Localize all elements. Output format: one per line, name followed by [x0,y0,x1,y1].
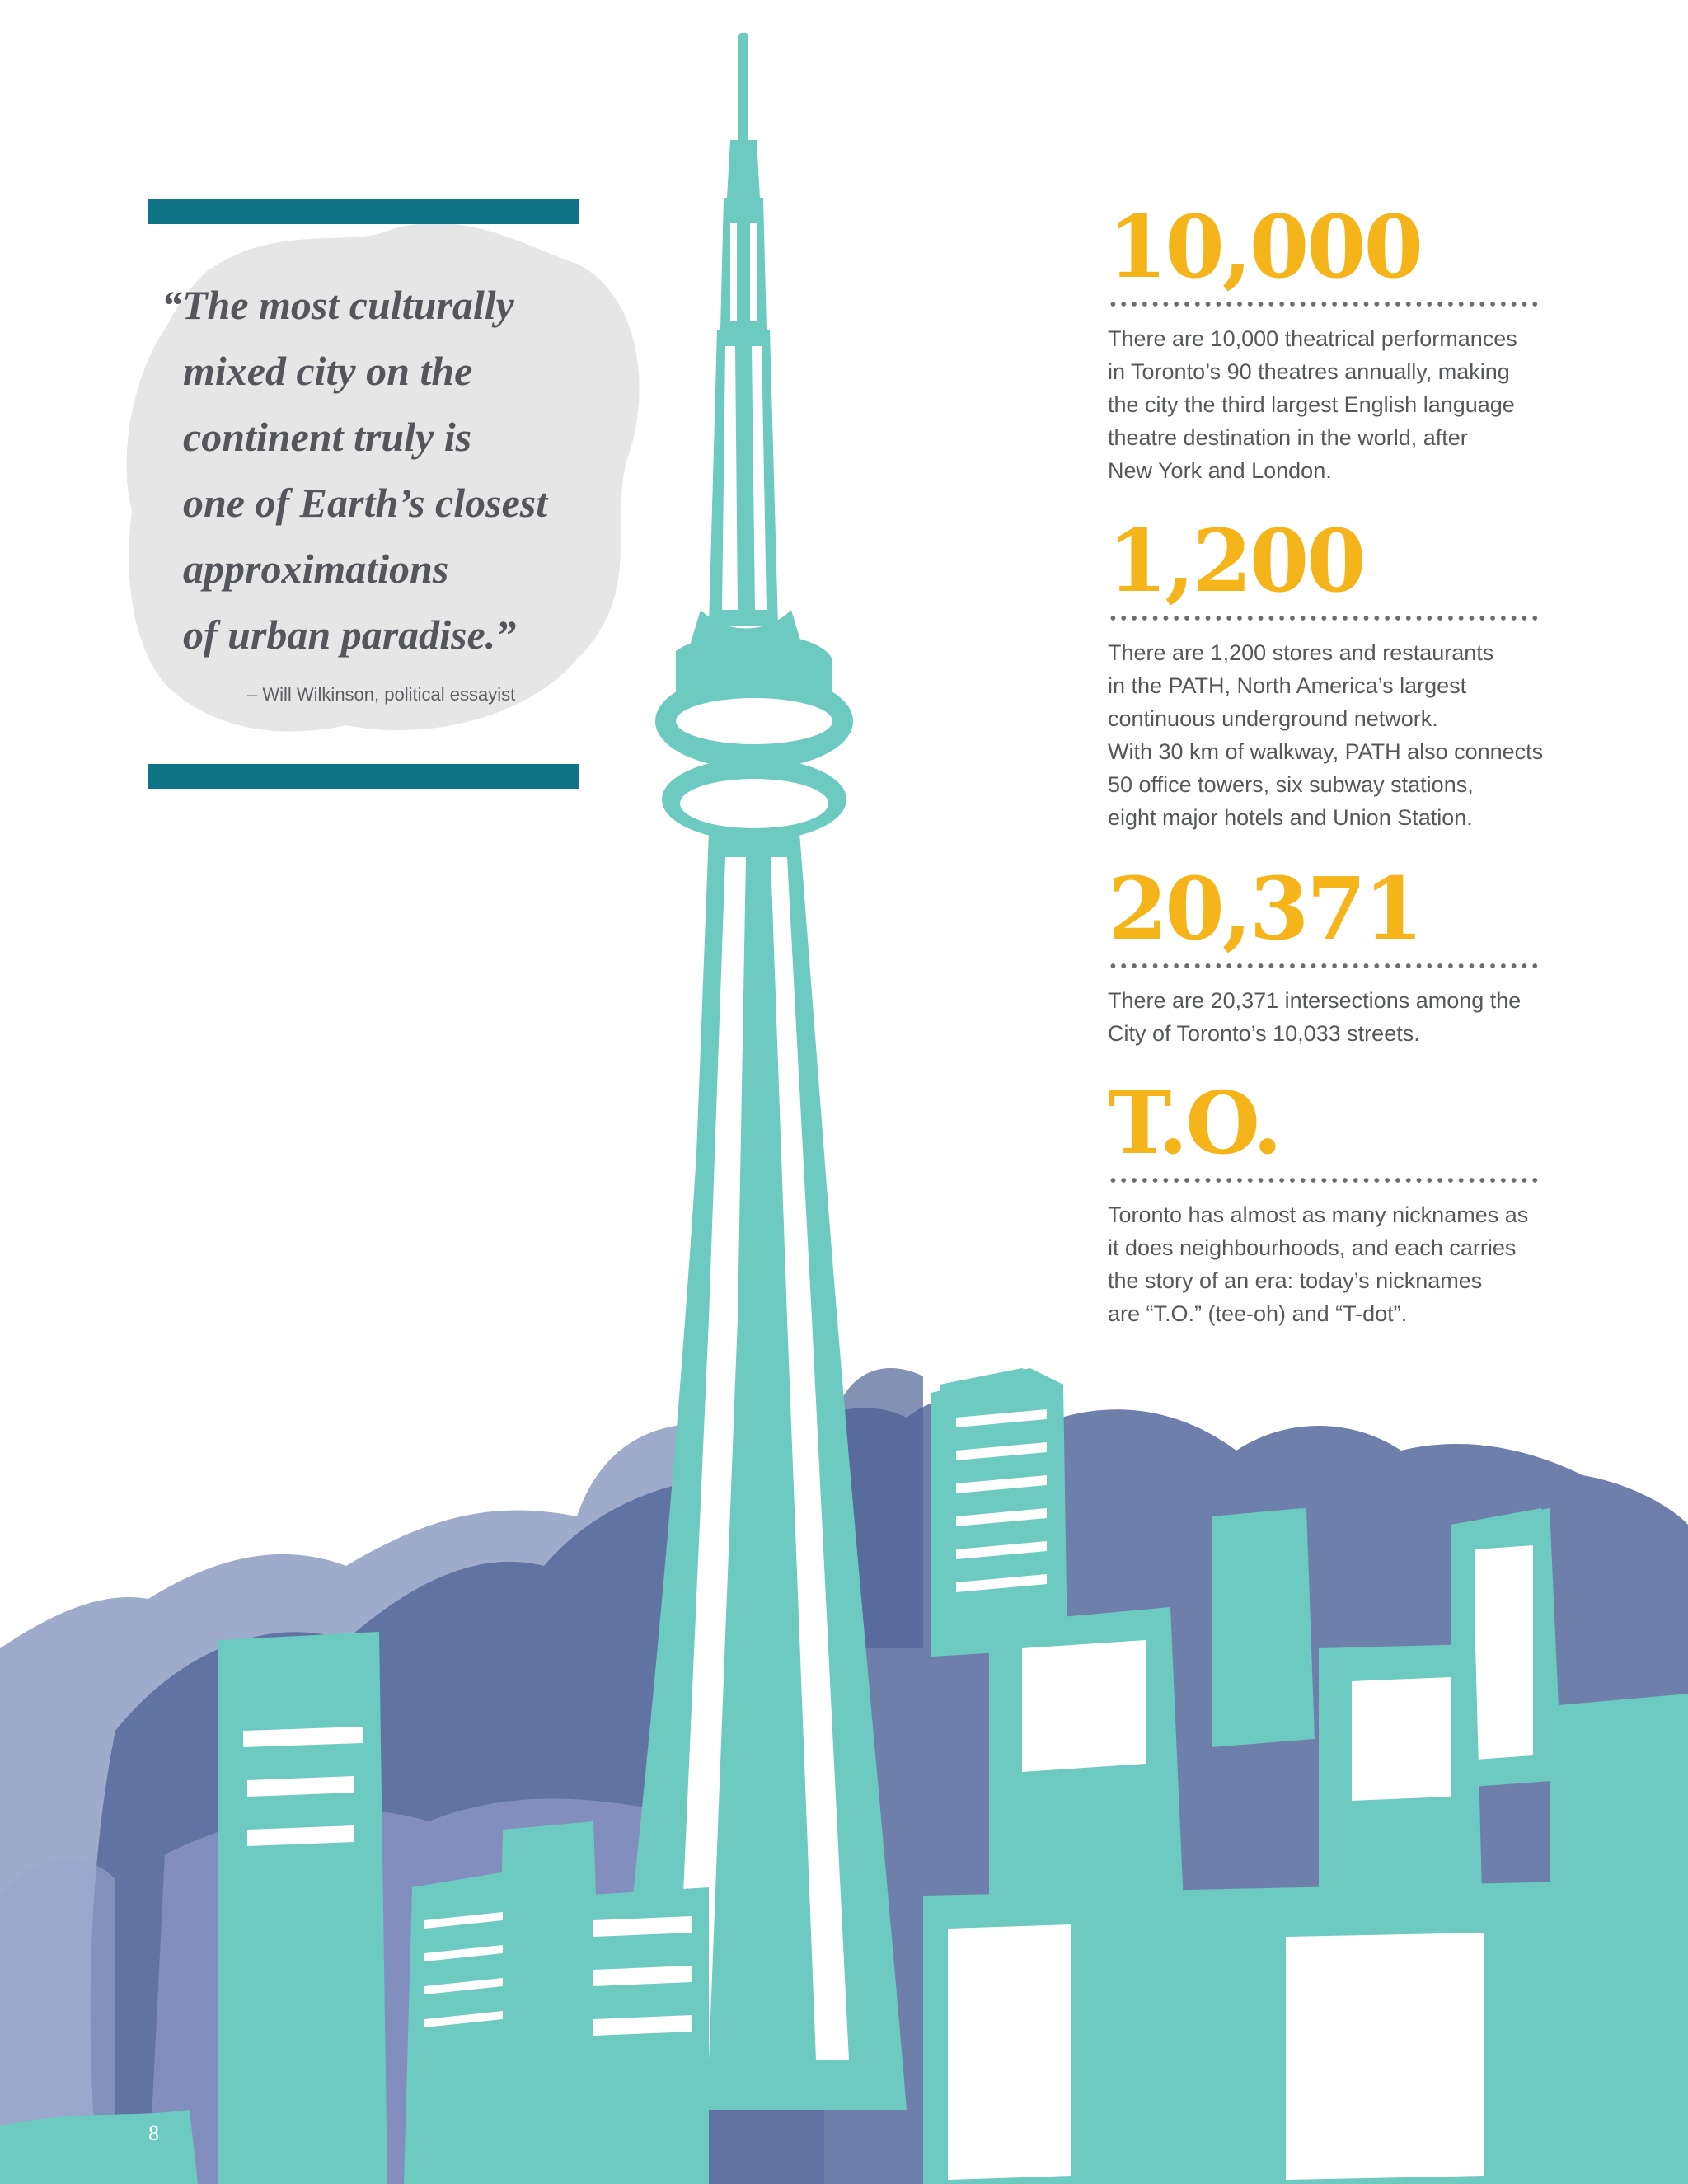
stat-line: the story of an era: today’s nicknames [1108,1268,1483,1293]
stat-line: With 30 km of walkway, PATH also connects [1108,739,1544,764]
quote-attribution: – Will Wilkinson, political essayist [247,684,516,705]
stat-number: 10,000 [1108,196,1422,298]
stat-line: Toronto has almost as many nicknames as [1108,1202,1529,1227]
stat-line: in the PATH, North America’s largest [1108,673,1467,698]
dotted-divider [1108,615,1540,621]
stat-line: There are 10,000 theatrical performances [1108,326,1517,351]
quote-line: approximations [183,546,449,592]
stat-description [1108,984,1540,1050]
stat-line: New York and London. [1108,458,1332,483]
stat-block-intersections [1108,858,1540,1050]
quote-line: continent truly is [183,414,472,460]
quote-bottom-bar [148,764,579,789]
pull-quote [162,272,607,668]
stat-number: 20,371 [1108,858,1422,959]
stat-description [1108,322,1540,487]
stat-line: 50 office towers, six subway stations, [1108,772,1474,797]
quote-line: mixed city on the [183,348,473,394]
stat-number: 1,200 [1108,510,1364,612]
stat-block-nicknames [1108,1072,1540,1330]
stat-line: eight major hotels and Union Station. [1108,805,1473,830]
stat-line: theatre destination in the world, after [1108,425,1468,450]
quote-line: of urban paradise.” [183,612,517,658]
stat-block-theatres [1108,196,1540,487]
stat-line: the city the third largest English language [1108,392,1515,417]
stat-number: T.O. [1108,1072,1280,1174]
stat-line: it does neighbourhoods, and each carries [1108,1235,1517,1260]
quote-line: one of Earth’s closest [183,480,548,526]
stat-line: continuous underground network. [1108,706,1438,731]
stat-block-path [1108,510,1544,834]
dotted-divider [1108,1177,1540,1183]
dotted-divider [1108,301,1540,307]
page-number: 8 [148,2121,159,2145]
quote-top-bar [148,199,579,224]
stat-description [1108,636,1544,834]
quote-line: “The most culturally [162,282,514,328]
stat-line: There are 20,371 intersections among the [1108,988,1522,1013]
stat-line: City of Toronto’s 10,033 streets. [1108,1021,1420,1046]
stat-line: There are 1,200 stores and restaurants [1108,640,1494,665]
stat-line: are “T.O.” (tee-oh) and “T-dot”. [1108,1301,1408,1326]
stat-description [1108,1198,1540,1330]
cn-tower [610,33,907,2110]
dotted-divider [1108,963,1540,969]
stat-line: in Toronto’s 90 theatres annually, making [1108,359,1510,384]
